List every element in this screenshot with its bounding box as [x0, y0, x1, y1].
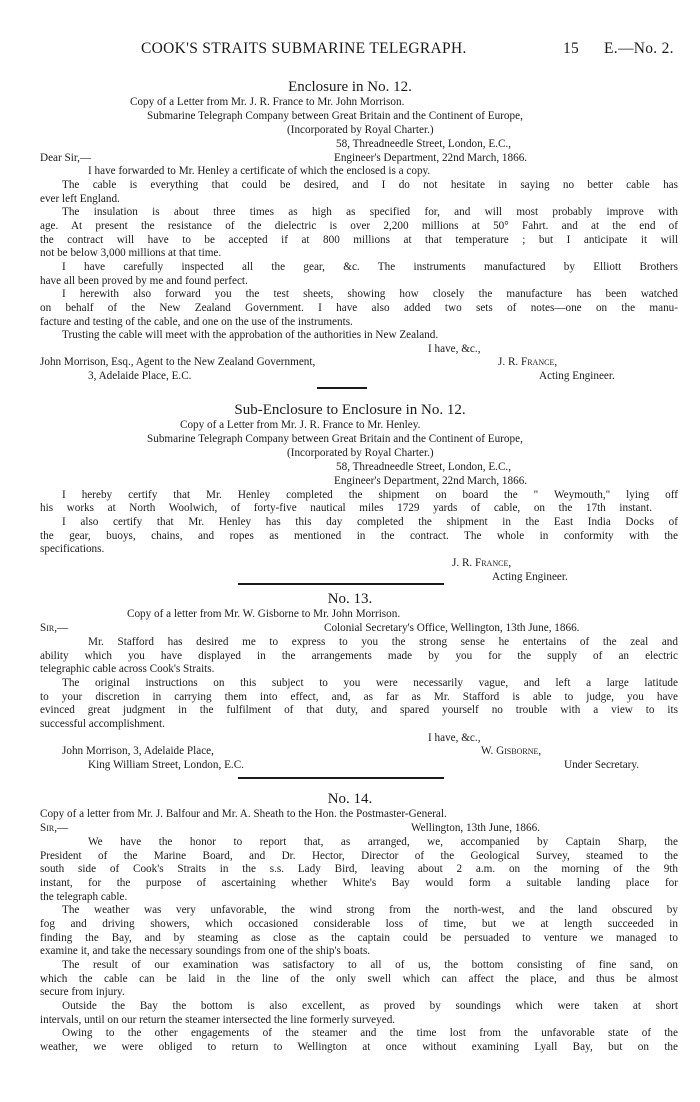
enclosure-address: 58, Threadneedle Street, London, E.C.,: [336, 138, 512, 150]
enclosure-body-line: age. At present the resistance of the dielectric is over 2,200 millions at 50° Fahrt. and at the end of: [40, 220, 678, 232]
enclosure-addressee: 3, Adelaide Place, E.C.: [88, 370, 192, 382]
no14-salutation: Sir,—: [40, 822, 69, 834]
no13-addressee: King William Street, London, E.C.: [88, 759, 244, 771]
no14-body-line: weather, we were obliged to return to Wellington at once without examining Lyall Bay, but on the: [40, 1041, 678, 1053]
sub-enclosure-body-line: his works at North Woolwich, of forty-five nautical miles 1729 yards of cable, on the 17th instant.: [40, 502, 652, 514]
no13-salutation: Sir,—: [40, 622, 69, 634]
enclosure-salutation: Dear Sir,—: [40, 152, 92, 164]
sub-enclosure-signature: [452, 557, 511, 569]
sub-enclosure-body-line: specifications.: [40, 543, 105, 555]
enclosure-body-line: facture and testing of the cable, and one on the use of the instruments.: [40, 316, 353, 328]
no13-caption: Copy of a letter from Mr. W. Gisborne to Mr. John Morrison.: [127, 608, 401, 620]
no14-body-line: The weather was very unfavorable, the wind strong from the north-west, and the land obscured by: [62, 904, 678, 916]
enclosure-body-line: the contract will have to be accepted if at 800 millions at that temperature ; but I anticipate it will: [40, 234, 678, 246]
enclosure-body-line: I herewith also forward you the test sheets, showing how closely the manufacture has been watched: [62, 288, 678, 300]
no14-body-line: fog and driving showers, which occasioned considerable loss of time, but we at length succeeded in: [40, 918, 678, 930]
no13-body-line: to your discretion in carrying them into effect, and, as far as Mr. Stafford is able to judge, you have: [40, 691, 678, 703]
enclosure-heading: Enclosure in No. 12.: [288, 79, 412, 95]
no14-body-line: President of the Marine Board, and Dr. Hector, Director of the Geological Survey, steamed to the: [40, 850, 678, 862]
sub-enclosure-signature-title: Acting Engineer.: [492, 571, 568, 583]
no14-body-line: Owing to the other engagements of the steamer and the time lost from the unfavorable state of the: [62, 1027, 678, 1039]
enclosure-signature: [498, 356, 557, 368]
enclosure-body-line: not be below 3,000 millions at that time.: [40, 247, 222, 259]
section-divider: [317, 387, 367, 389]
no13-body-line: The original instructions on this subject to you were necessarily vague, and left a large latitude: [62, 677, 678, 689]
sub-enclosure-caption: Copy of a Letter from Mr. J. R. France to Mr. Henley.: [180, 419, 421, 431]
no14-body-line: The result of our examination was satisfactory to all of us, the bottom consisting of fine sand, on: [62, 959, 678, 971]
sub-enclosure-body-line: I also certify that Mr. Henley has this day completed the shipment in the East India Docks of: [62, 516, 678, 528]
signature-name: J. R. France,: [452, 557, 512, 569]
no13-closing: I have, &c.,: [428, 732, 481, 744]
no13-heading: No. 13.: [327, 591, 373, 607]
no13-body-line: Mr. Stafford has desired me to express to you the strong sense he entertains of the zeal and: [88, 636, 678, 648]
signature-name: J. R. France,: [498, 356, 558, 368]
no14-heading: No. 14.: [327, 791, 373, 807]
no13-body-line: telegraphic cable across Cook's Straits.: [40, 663, 215, 675]
enclosure-body-line: have all been proved by me and found perfect.: [40, 275, 248, 287]
document-reference: E.—No. 2.: [604, 40, 674, 57]
sub-enclosure-company: Submarine Telegraph Company between Great Britain and the Continent of Europe,: [147, 433, 523, 445]
sub-enclosure-body-line: the gear, buoys, chains, and ropes as mentioned in the contract. The whole in conformity with the: [40, 530, 678, 542]
no13-signature-title: Under Secretary.: [564, 759, 640, 771]
no14-body-line: intervals, until on our return the steamer intersected the line formerly surveyed.: [40, 1014, 396, 1026]
no14-body-line: Outside the Bay the bottom is also excellent, as proved by soundings which were taken at short: [62, 1000, 678, 1012]
enclosure-body-line: ever left England.: [40, 193, 120, 205]
no14-body-line: the telegraph cable.: [40, 891, 128, 903]
no14-body-line: examine it, and take the necessary soundings from one of the ship's boats.: [40, 945, 371, 957]
enclosure-body-line: Trusting the cable will meet with the approbation of the authorities in New Zealand.: [62, 329, 439, 341]
no14-body-line: instant, for the purpose of ascertaining whether White's Bay would form a suitable landing place for: [40, 877, 678, 889]
enclosure-body-line: I have forwarded to Mr. Henley a certificate of which the enclosed is a copy.: [88, 165, 431, 177]
sub-enclosure-charter: (Incorporated by Royal Charter.): [287, 447, 434, 459]
no13-dateline: Colonial Secretary's Office, Wellington, 13th June, 1866.: [324, 622, 580, 634]
enclosure-caption: Copy of a Letter from Mr. J. R. France to Mr. John Morrison.: [130, 96, 405, 108]
enclosure-body-line: The insulation is about three times as high as specified for, and will most probably improve with: [62, 206, 678, 218]
section-divider: [238, 583, 444, 585]
enclosure-body-line: The cable is everything that could be desired, and I do not hesitate in saying no better cable has: [62, 179, 678, 191]
enclosure-company: Submarine Telegraph Company between Great Britain and the Continent of Europe,: [147, 110, 523, 122]
no14-body-line: finding the Bay, and by steaming as close as the captain could be persuaded to venture we managed to: [40, 932, 678, 944]
sub-enclosure-heading: Sub-Enclosure to Enclosure in No. 12.: [234, 402, 466, 418]
signature-name: W. Gisborne,: [481, 745, 542, 757]
no13-body-line: successful accomplishment.: [40, 718, 165, 730]
no14-body-line: south side of Cook's Straits in the s.s. Lady Bird, leaving about 2 a.m. on the morning of the 9th: [40, 863, 678, 875]
no14-dateline: Wellington, 13th June, 1866.: [411, 822, 540, 834]
page-number: 15: [563, 40, 580, 57]
enclosure-dateline: Engineer's Department, 22nd March, 1866.: [334, 152, 528, 164]
no13-signature: [481, 745, 541, 757]
enclosure-charter: (Incorporated by Royal Charter.): [287, 124, 434, 136]
no14-body-line: which the cable can be laid in the line of the only swell which can affect the place, and thus be almost: [40, 973, 678, 985]
sub-enclosure-address: 58, Threadneedle Street, London, E.C.,: [336, 461, 512, 473]
section-divider: [238, 777, 444, 779]
running-head-title: COOK'S STRAITS SUBMARINE TELEGRAPH.: [141, 40, 467, 57]
enclosure-closing: I have, &c.,: [428, 343, 481, 355]
enclosure-addressee: John Morrison, Esq., Agent to the New Zealand Government,: [40, 356, 316, 368]
enclosure-body-line: I have carefully inspected all the gear, &c. The instruments manufactured by Elliott Brothers: [62, 261, 678, 273]
enclosure-body-line: on behalf of the New Zealand Government. I have also added two sets of notes—one on the manu-: [40, 302, 678, 314]
enclosure-signature-title: Acting Engineer.: [539, 370, 615, 382]
no14-body-line: secure from injury.: [40, 986, 125, 998]
sub-enclosure-dateline: Engineer's Department, 22nd March, 1866.: [334, 475, 528, 487]
no14-body-line: We have the honor to report that, as arranged, we, accompanied by Captain Sharp, the: [88, 836, 678, 848]
no13-body-line: ability which you have displayed in the arrangements made by you for the supply of an electric: [40, 650, 678, 662]
no14-caption: Copy of a letter from Mr. J. Balfour and Mr. A. Sheath to the Hon. the Postmaster-General.: [40, 808, 447, 820]
sub-enclosure-body-line: I hereby certify that Mr. Henley completed the shipment on board the " Weymouth," lying off: [62, 489, 678, 501]
no13-body-line: evinced great judgment in the fulfilment of that duty, and spared yourself no trouble with a view to its: [40, 704, 678, 716]
no13-addressee: John Morrison, 3, Adelaide Place,: [62, 745, 214, 757]
